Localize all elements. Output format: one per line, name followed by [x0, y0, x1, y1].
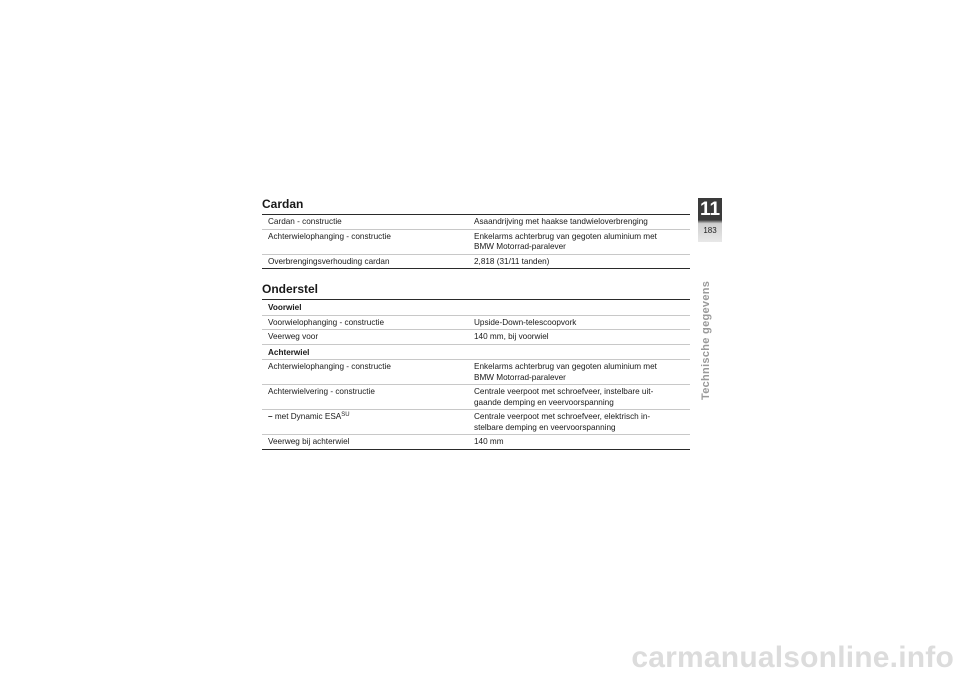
table-row: [262, 435, 690, 450]
row-value: [474, 412, 690, 433]
row-value: Asaandrijving met haakse tandwieloverbrenging: [474, 217, 648, 226]
watermark: carmanualsonline.info: [631, 641, 954, 674]
chapter-side-title: Technische gegevens: [700, 280, 712, 400]
row-value-line: BMW Motorrad-paralever: [474, 372, 566, 382]
row-value: 2,818 (31/11 tanden): [474, 256, 550, 266]
row-label-superscript: SU: [341, 412, 350, 418]
section-title-onderstel: Onderstel: [262, 282, 319, 296]
row-label: Veerweg bij achterwiel: [268, 437, 350, 446]
group-heading-achterwiel: Achterwiel: [262, 345, 690, 361]
chapter-tab: [698, 198, 722, 242]
onderstel-table: [262, 299, 690, 450]
table-row: [262, 360, 690, 385]
table-row: [262, 215, 690, 230]
row-value-line: stelbare demping en veervoorspanning: [474, 422, 616, 432]
row-value-line: BMW Motorrad-paralever: [474, 242, 566, 251]
row-value: [474, 232, 690, 253]
table-row: [262, 385, 690, 410]
dash-marker: –: [268, 412, 273, 421]
table-row: [262, 330, 690, 345]
spec-content: [262, 194, 690, 450]
row-value: 140 mm, bij voorwiel: [474, 332, 549, 341]
row-value-line: Enkelarms achterbrug van gegoten aluminium met: [474, 362, 657, 371]
section-title-cardan: Cardan: [262, 197, 304, 211]
table-row: [262, 316, 690, 331]
row-label: Achterwielvering - constructie: [268, 387, 375, 396]
row-label: Veerweg voor: [268, 332, 319, 341]
table-row: [262, 230, 690, 255]
row-value-line: Enkelarms achterbrug van gegoten aluminium met: [474, 231, 657, 241]
row-label: [262, 412, 474, 433]
row-label-text: met Dynamic ESA: [272, 412, 342, 421]
page-number: 183: [703, 226, 717, 235]
row-label: Achterwielophanging - constructie: [268, 362, 391, 371]
row-value: 140 mm: [474, 437, 504, 446]
row-label: Overbrengingsverhouding cardan: [268, 256, 390, 266]
cardan-table: [262, 214, 690, 269]
table-row: [262, 255, 690, 270]
row-label: Achterwielophanging - constructie: [268, 231, 391, 241]
row-value: [474, 387, 690, 408]
row-value-line: Centrale veerpoot met schroefveer, instelbare uit-: [474, 387, 654, 396]
row-value: [474, 362, 690, 383]
row-label: Voorwielophanging - constructie: [268, 317, 385, 327]
group-heading-voorwiel: Voorwiel: [262, 300, 690, 316]
row-value-line: Centrale veerpoot met schroefveer, elektrisch in-: [474, 412, 651, 421]
row-label: Cardan - constructie: [268, 217, 342, 226]
chapter-number: 11: [699, 199, 721, 220]
row-value: Upside-Down-telescoopvork: [474, 317, 577, 327]
row-value-line: gaande demping en veervoorspanning: [474, 397, 614, 407]
table-row: [262, 410, 690, 435]
